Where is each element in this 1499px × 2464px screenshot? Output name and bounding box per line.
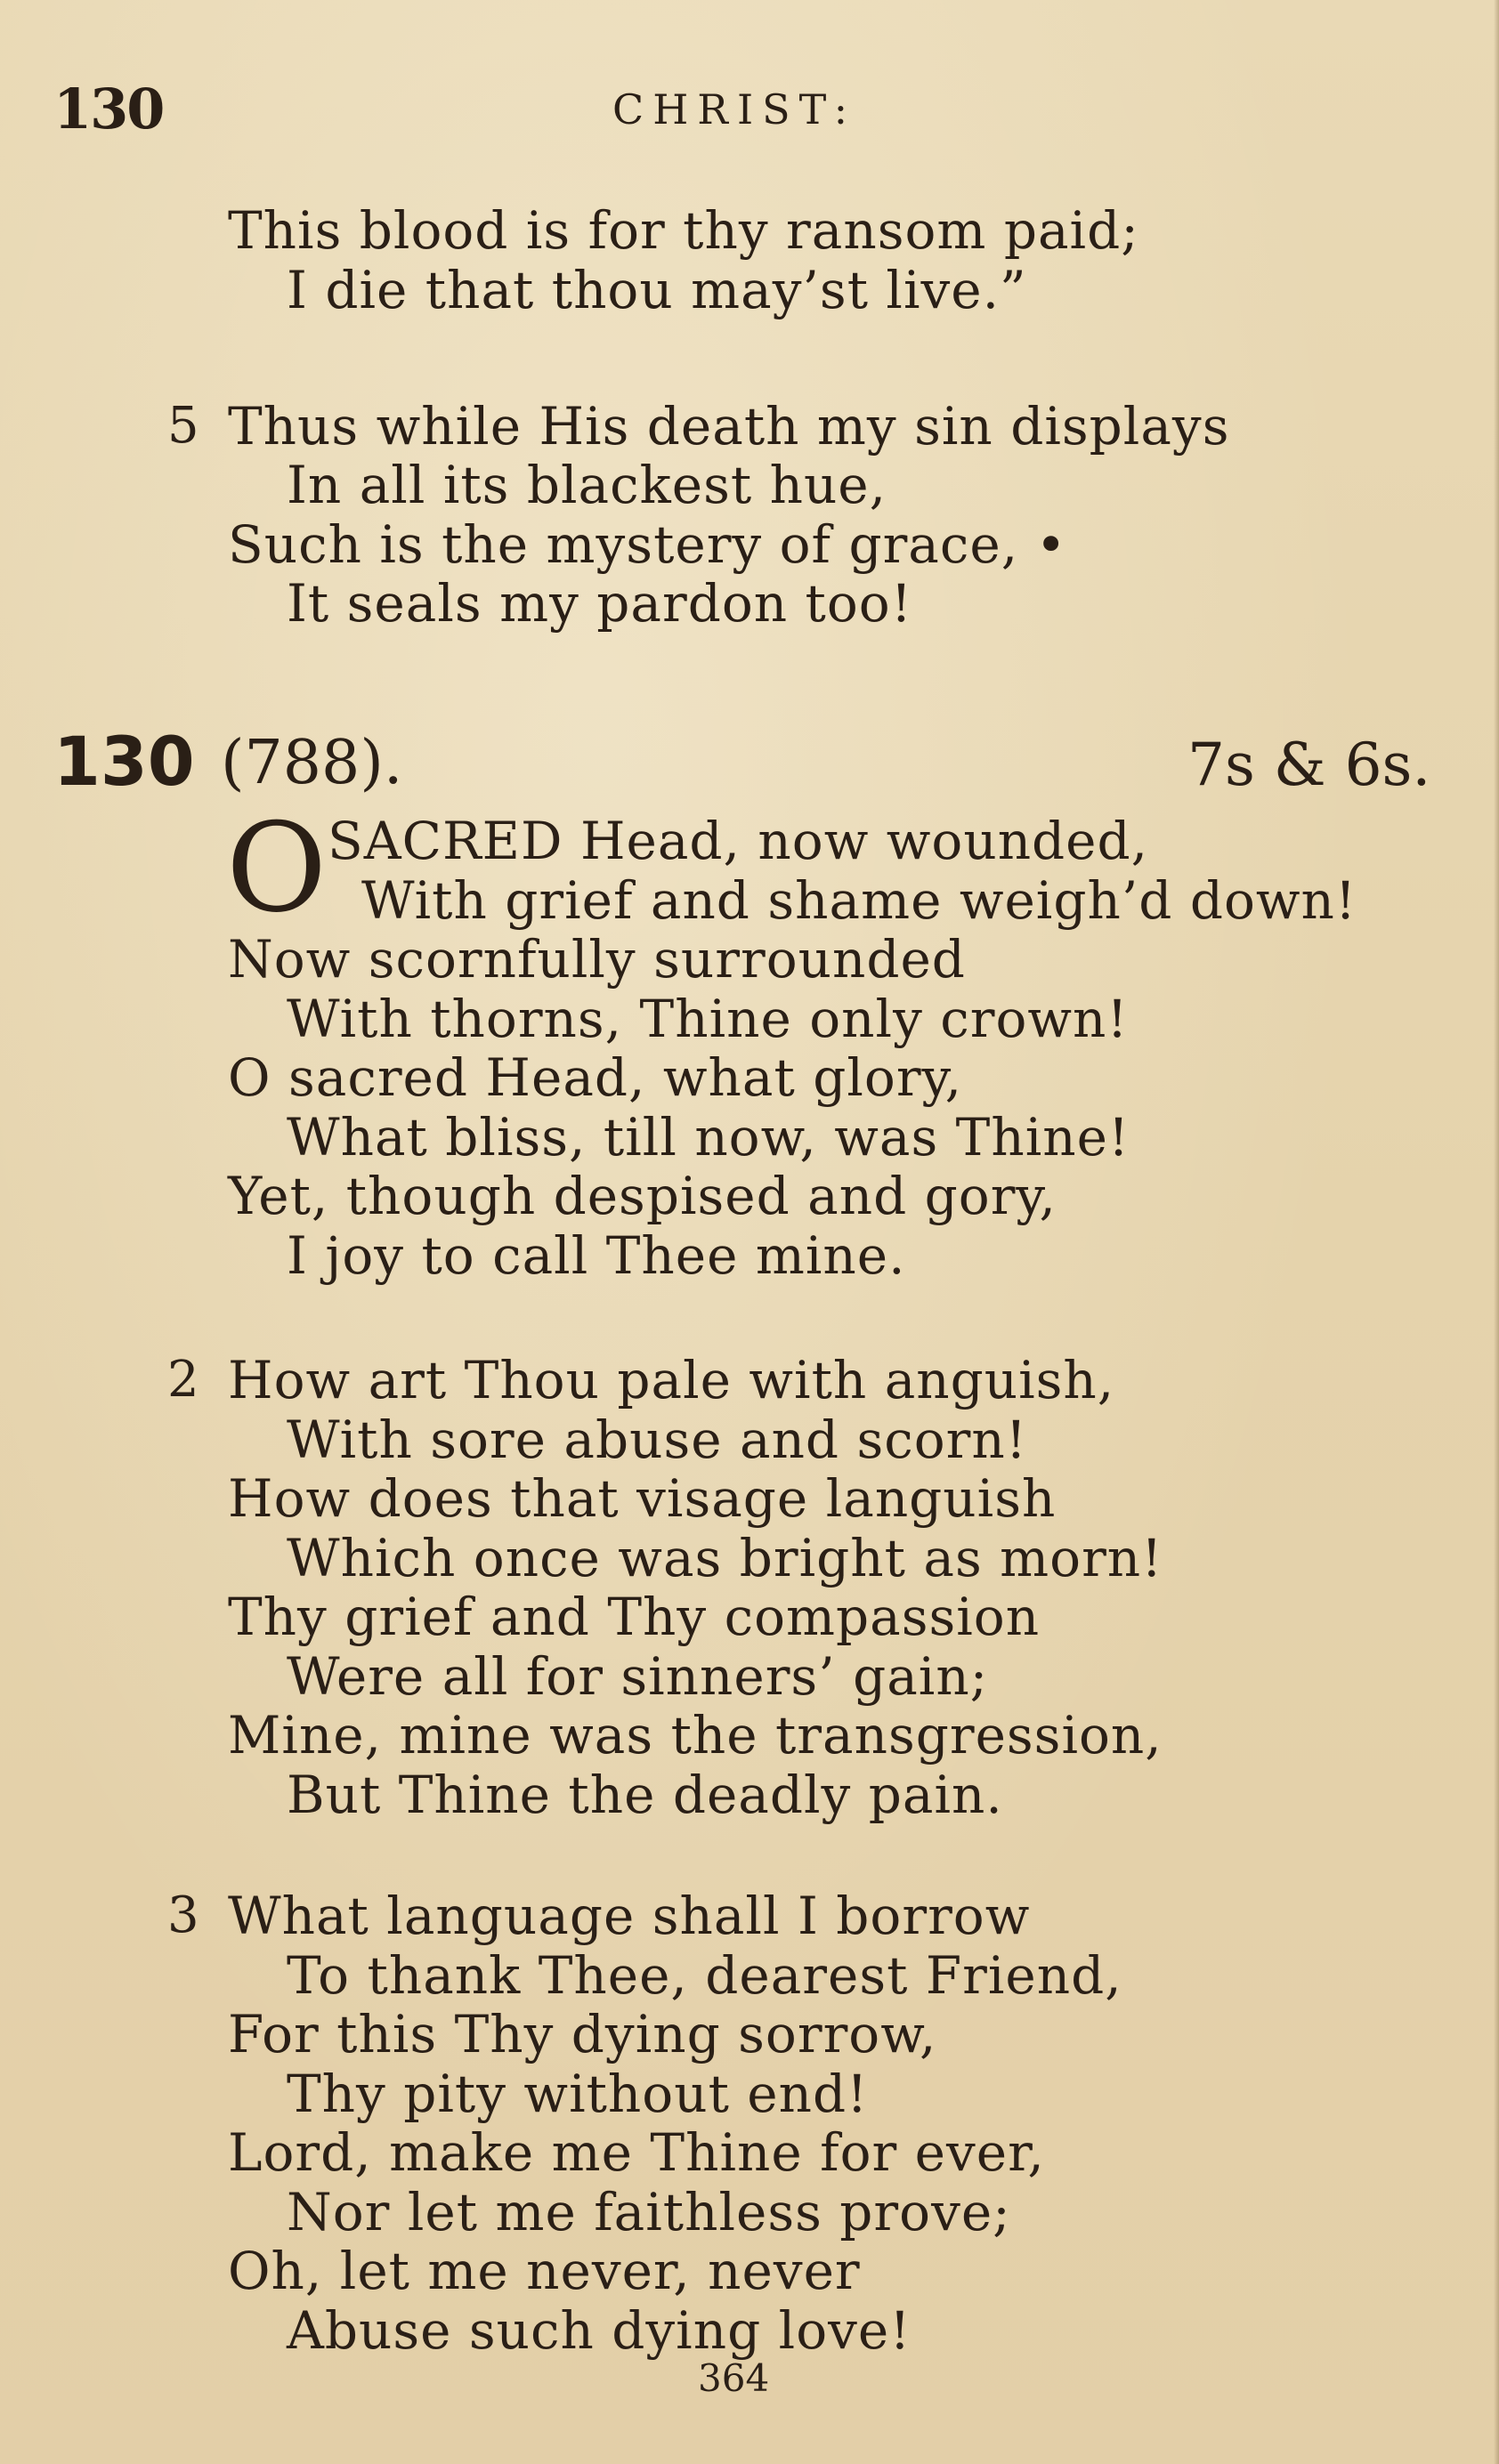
verse-line: To thank Thee, dearest Friend, [287,1945,1122,2006]
verse-line: SACRED Head, now wounded, [328,811,1149,871]
verse-line: Were all for sinners’ gain; [287,1646,989,1707]
verse-line: Oh, let me never, never [228,2241,861,2301]
verse-line: In all its blackest hue, [287,455,887,515]
verse-line: What language shall I borrow [228,1886,1031,1946]
verse-line: Thy grief and Thy compassion [228,1587,1041,1647]
verse-line: I joy to call Thee mine. [287,1225,906,1286]
page-number: 130 [53,77,164,141]
verse-line: Nor let me faithless prove; [287,2182,1011,2242]
verse-line: For this Thy dying sorrow, [228,2004,937,2064]
verse-line: Now scornfully surrounded [228,929,966,990]
verse-line: Which once was bright as morn! [287,1528,1163,1588]
verse-line: Thy pity without end! [287,2064,869,2124]
hymn-reference: (788). [221,728,403,798]
signature-number: 364 [698,2356,770,2400]
hymn-meter: 7s & 6s. [1187,731,1431,799]
verse-number: 2 [167,1351,199,1409]
verse-line: Such is the mystery of grace, • [228,514,1067,575]
verse-line: I die that thou may’st live.” [287,260,1027,320]
verse-line: What bliss, till now, was Thine! [287,1107,1130,1167]
verse-line: How art Thou pale with anguish, [228,1350,1115,1410]
verse-line: It seals my pardon too! [287,573,912,634]
verse-line: Abuse such dying love! [287,2300,912,2361]
verse-line: Lord, make me Thine for ever, [228,2122,1045,2183]
page-header [53,77,1424,139]
verse-line: Thus while His death my sin displays [228,396,1230,456]
verse-number: 3 [167,1886,199,1944]
verse-line: Mine, mine was the transgression, [228,1705,1163,1765]
verse-number: 5 [167,397,199,455]
verse-line: With thorns, Thine only crown! [287,989,1129,1049]
hymn-number: 130 [53,722,195,801]
verse-line: With sore abuse and scorn! [287,1410,1028,1470]
verse-line: This blood is for thy ransom paid; [228,200,1139,261]
verse-line: With grief and shame weigh’d down! [361,870,1357,931]
running-head: CHRIST: [612,85,857,133]
verse-line: O sacred Head, what glory, [228,1047,963,1108]
drop-cap: O [226,796,328,940]
verse-line: Yet, though despised and gory, [228,1166,1057,1226]
verse-line: How does that visage languish [228,1468,1057,1529]
verse-line: But Thine the deadly pain. [287,1765,1003,1825]
